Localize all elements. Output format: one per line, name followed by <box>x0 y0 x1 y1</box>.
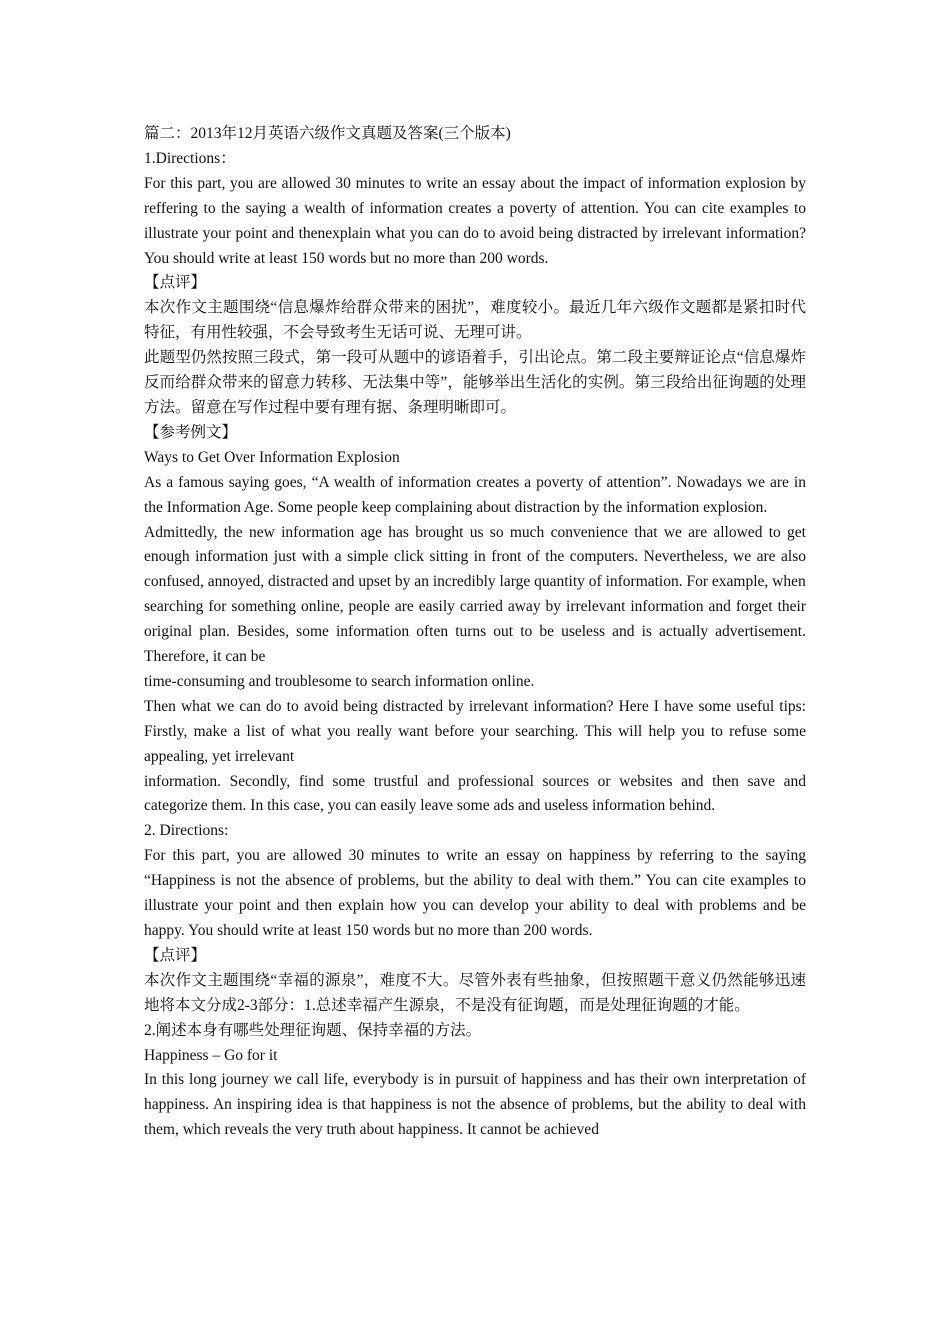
essay-2-paragraph-1: In this long journey we call life, everybody is in pursuit of happiness and has their own interpretation of happiness. An inspiring idea is that happiness is not the absence of problems, but the ability to deal with them, which reveals the very truth about happiness. It cannot be achieved <box>144 1071 806 1139</box>
comment-2-paragraph-1: 本次作文主题围绕“幸福的源泉”，难度不大。尽管外表有些抽象，但按照题干意义仍然能够迅速地将本文分成2-3部分：1.总述幸福产生源泉，不是没有征询题，而是处理征询题的才能。 <box>144 971 806 1014</box>
comment-2-paragraph-2: 2.阐述本身有哪些处理征询题、保持幸福的方法。 <box>144 1021 482 1039</box>
document-title: 篇二：2013年12月英语六级作文真题及答案(三个版本) <box>144 125 511 142</box>
essay-1-paragraph-1: As a famous saying goes, “A wealth of information creates a poverty of attention”. Nowadays we are in the Information Age. Some people keep complaining about distraction by the information explosion. <box>144 473 806 516</box>
directions-1-text: For this part, you are allowed 30 minutes to write an essay about the impact of information explosion by reffering to the saying a wealth of information creates a poverty of attention. You can cite examples to illustrate your point and thenexplain what you can do to avoid being distracted by irrelevant information? You should write at least 150 words but no more than 200 words. <box>144 174 806 267</box>
essay-1-paragraph-2: Admittedly, the new information age has brought us so much convenience that we are allowed to get enough information just with a simple click sitting in front of the computers. Nevertheless, we are also confused, annoyed, distracted and upset by an incredibly large quantity of information. For example, when <box>144 523 806 591</box>
essay-1-title: Ways to Get Over Information Explosion <box>144 448 400 466</box>
document-page <box>144 122 806 1143</box>
comment-1-paragraph-1: 本次作文主题围绕“信息爆炸给群众带来的困扰”，难度较小。最近几年六级作文题都是紧扣时代特征，有用性较强，不会导致考生无话可说、无理可讲。 <box>144 299 806 342</box>
comment-1-paragraph-2: 此题型仍然按照三段式，第一段可从题中的谚语着手，引出论点。第二段主要辩证论点“信息爆炸反而给群众带来的留意力转移、无法集中等”，能够举出生活化的实例。第三段给出征询题的处理方法。留意在写作过程中要有理有据、条理明晰即可。 <box>144 349 806 416</box>
essay-1-paragraph-4: time-consuming and troublesome to search information online. <box>144 672 535 690</box>
essay-2-title: Happiness – Go for it <box>144 1046 278 1064</box>
essay-1-paragraph-6: information. Secondly, find some trustful and professional sources or websites and then save and categorize them. In this case, you can easily leave some ads and useless information behind. <box>144 772 806 815</box>
directions-2-heading: 2. Directions: <box>144 822 229 840</box>
comment-heading-2: 【点评】 <box>144 946 207 964</box>
directions-1-heading: 1.Directions： <box>144 149 236 167</box>
directions-2-text: For this part, you are allowed 30 minutes to write an essay on happiness by referring to the saying “Happiness is not the absence of problems, but the ability to deal with them.” You can cite examples to illustrate your point and then explain how you can develop your ability to deal with problems and be happy. You should write at least 150 words but no more than 200 words. <box>144 847 806 939</box>
sample-essay-heading: 【参考例文】 <box>144 423 238 441</box>
comment-heading-1: 【点评】 <box>144 274 207 292</box>
essay-1-paragraph-5: Then what we can do to avoid being distracted by irrelevant information? Here I have some useful tips: Firstly, make a list of what you really want before your searching. This will help you to refuse some appealing, yet irrelevant <box>144 697 806 765</box>
essay-1-paragraph-3: searching for something online, people are easily carried away by irrelevant information and forget their original plan. Besides, some information often turns out to be useless and is actually advertisement. Therefore, it can be <box>144 598 806 666</box>
